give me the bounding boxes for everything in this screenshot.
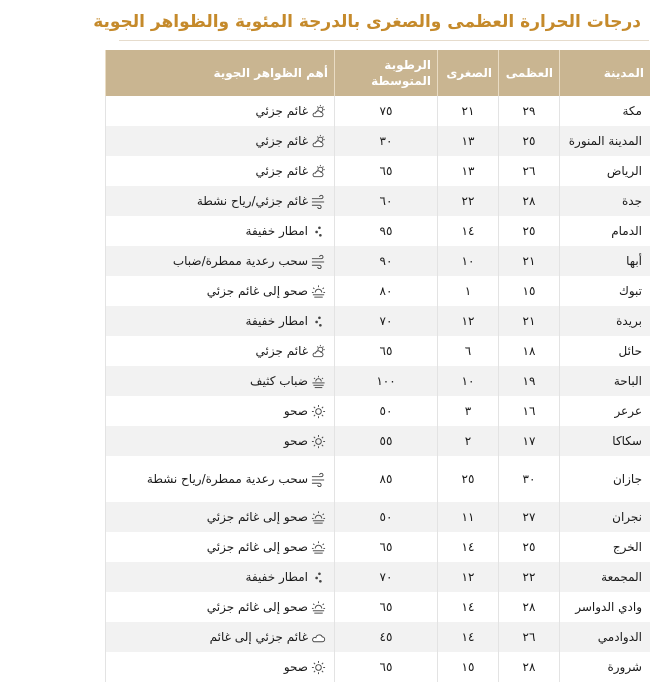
max-temp-cell: ٣٠ — [499, 456, 560, 502]
header-max: العظمى — [499, 50, 560, 96]
min-temp-cell: ٢٥ — [438, 456, 499, 502]
partly-cloudy-icon — [311, 134, 326, 149]
phenomena-label: صحو إلى غائم جزئي — [206, 600, 308, 614]
phenomena-label: غائم جزئي إلى غائم — [209, 630, 308, 644]
phenomena-cell — [106, 426, 335, 456]
sun-icon — [311, 434, 326, 449]
phenomena-label: امطار خفيفة — [245, 224, 308, 238]
table-row — [106, 562, 651, 592]
phenomena-label: سحب رعدية ممطرة/رياح نشطة — [146, 472, 308, 486]
phenomena-label: صحو — [283, 404, 308, 418]
table-row — [106, 532, 651, 562]
table-header — [106, 50, 651, 96]
header-phenomena: أهم الظواهر الجوية — [106, 50, 335, 96]
city-cell: الرياض — [560, 156, 651, 186]
min-temp-cell: ١ — [438, 276, 499, 306]
city-cell: الخرج — [560, 532, 651, 562]
city-cell: جدة — [560, 186, 651, 216]
min-temp-cell: ١٢ — [438, 306, 499, 336]
header-humidity: الرطوبة المتوسطة — [335, 50, 438, 96]
partly-cloudy-icon — [311, 164, 326, 179]
max-temp-cell: ٢٢ — [499, 562, 560, 592]
max-temp-cell: ٢٥ — [499, 216, 560, 246]
min-temp-cell: ١٣ — [438, 156, 499, 186]
min-temp-cell: ٢١ — [438, 96, 499, 126]
sun-icon — [311, 660, 326, 675]
phenomena-content — [114, 193, 326, 209]
humidity-cell: ٦٥ — [335, 336, 438, 366]
min-temp-cell: ١٣ — [438, 126, 499, 156]
max-temp-cell: ٢٨ — [499, 652, 560, 682]
wind-icon — [311, 194, 326, 209]
city-cell: نجران — [560, 502, 651, 532]
phenomena-content — [114, 403, 326, 419]
phenomena-cell — [106, 366, 335, 396]
light-rain-icon — [311, 570, 326, 585]
sun-haze-icon — [311, 284, 326, 299]
page-title-bar — [93, 8, 649, 36]
wind-icon — [311, 472, 326, 487]
phenomena-cell — [106, 336, 335, 366]
phenomena-cell — [106, 156, 335, 186]
phenomena-label: صحو — [283, 660, 308, 674]
table-row — [106, 186, 651, 216]
max-temp-cell: ٢٩ — [499, 96, 560, 126]
phenomena-label: ضباب كثيف — [250, 374, 308, 388]
phenomena-label: غائم جزئي/رياح نشطة — [196, 194, 308, 208]
phenomena-label: صحو — [283, 434, 308, 448]
min-temp-cell: ١٥ — [438, 652, 499, 682]
min-temp-cell: ١٢ — [438, 562, 499, 592]
phenomena-content — [114, 343, 326, 359]
phenomena-label: غائم جزئي — [255, 134, 308, 148]
city-cell: سكاكا — [560, 426, 651, 456]
max-temp-cell: ١٩ — [499, 366, 560, 396]
phenomena-cell — [106, 396, 335, 426]
phenomena-label: سحب رعدية ممطرة/ضباب — [172, 254, 308, 268]
phenomena-content — [114, 539, 326, 555]
table-row — [106, 276, 651, 306]
sun-haze-icon — [311, 540, 326, 555]
max-temp-cell: ٢١ — [499, 306, 560, 336]
humidity-cell: ٦٥ — [335, 592, 438, 622]
city-cell: وادي الدواسر — [560, 592, 651, 622]
max-temp-cell: ٢٦ — [499, 622, 560, 652]
table-body — [106, 96, 651, 682]
city-cell: بريدة — [560, 306, 651, 336]
phenomena-label: صحو إلى غائم جزئي — [206, 510, 308, 524]
phenomena-cell — [106, 592, 335, 622]
phenomena-content — [114, 253, 326, 269]
max-temp-cell: ١٧ — [499, 426, 560, 456]
sun-haze-icon — [311, 510, 326, 525]
partly-cloudy-icon — [311, 344, 326, 359]
title-divider — [119, 40, 649, 41]
table-row — [106, 246, 651, 276]
humidity-cell: ٧٥ — [335, 96, 438, 126]
phenomena-content — [114, 223, 326, 239]
phenomena-content — [114, 569, 326, 585]
city-cell: الدمام — [560, 216, 651, 246]
phenomena-cell — [106, 186, 335, 216]
phenomena-cell — [106, 532, 335, 562]
max-temp-cell: ٢٥ — [499, 126, 560, 156]
humidity-cell: ٦٥ — [335, 532, 438, 562]
fog-icon — [311, 374, 326, 389]
table-row — [106, 306, 651, 336]
city-cell: جازان — [560, 456, 651, 502]
table-row — [106, 502, 651, 532]
max-temp-cell: ٢٦ — [499, 156, 560, 186]
phenomena-cell — [106, 126, 335, 156]
weather-table — [105, 50, 650, 682]
phenomena-cell — [106, 652, 335, 682]
phenomena-content — [114, 283, 326, 299]
max-temp-cell: ٢٥ — [499, 532, 560, 562]
phenomena-cell — [106, 562, 335, 592]
phenomena-label: غائم جزئي — [255, 104, 308, 118]
humidity-cell: ٩٠ — [335, 246, 438, 276]
min-temp-cell: ٢ — [438, 426, 499, 456]
phenomena-cell — [106, 502, 335, 532]
min-temp-cell: ١٤ — [438, 592, 499, 622]
humidity-cell: ٤٥ — [335, 622, 438, 652]
min-temp-cell: ١٤ — [438, 532, 499, 562]
table-row — [106, 156, 651, 186]
max-temp-cell: ٢٨ — [499, 592, 560, 622]
humidity-cell: ٩٥ — [335, 216, 438, 246]
humidity-cell: ٦٥ — [335, 652, 438, 682]
table-row — [106, 456, 651, 502]
city-cell: الدوادمي — [560, 622, 651, 652]
sun-haze-icon — [311, 600, 326, 615]
min-temp-cell: ١٠ — [438, 246, 499, 276]
city-cell: شرورة — [560, 652, 651, 682]
phenomena-content — [114, 509, 326, 525]
table-row — [106, 592, 651, 622]
header-city: المدينة — [560, 50, 651, 96]
phenomena-label: غائم جزئي — [255, 164, 308, 178]
phenomena-cell — [106, 456, 335, 502]
header-row — [106, 50, 651, 96]
phenomena-label: صحو إلى غائم جزئي — [206, 540, 308, 554]
light-rain-icon — [311, 314, 326, 329]
phenomena-cell — [106, 216, 335, 246]
humidity-cell: ٨٠ — [335, 276, 438, 306]
table-row — [106, 396, 651, 426]
city-cell: الباحة — [560, 366, 651, 396]
table-row — [106, 366, 651, 396]
phenomena-cell — [106, 276, 335, 306]
humidity-cell: ٧٠ — [335, 306, 438, 336]
phenomena-content — [114, 373, 326, 389]
phenomena-content — [114, 103, 326, 119]
phenomena-label: صحو إلى غائم جزئي — [206, 284, 308, 298]
min-temp-cell: ١٤ — [438, 216, 499, 246]
min-temp-cell: ٣ — [438, 396, 499, 426]
humidity-cell: ٥٠ — [335, 502, 438, 532]
humidity-cell: ٨٥ — [335, 456, 438, 502]
wind-icon — [311, 254, 326, 269]
city-cell: حائل — [560, 336, 651, 366]
table-row — [106, 126, 651, 156]
max-temp-cell: ١٥ — [499, 276, 560, 306]
phenomena-content — [114, 471, 326, 487]
max-temp-cell: ٢٨ — [499, 186, 560, 216]
sun-icon — [311, 404, 326, 419]
min-temp-cell: ١١ — [438, 502, 499, 532]
phenomena-content — [114, 313, 326, 329]
max-temp-cell: ١٨ — [499, 336, 560, 366]
city-cell: عرعر — [560, 396, 651, 426]
city-cell: تبوك — [560, 276, 651, 306]
min-temp-cell: ٢٢ — [438, 186, 499, 216]
cloud-icon — [311, 630, 326, 645]
humidity-cell: ٥٥ — [335, 426, 438, 456]
phenomena-content — [114, 599, 326, 615]
phenomena-label: غائم جزئي — [255, 344, 308, 358]
humidity-cell: ٥٠ — [335, 396, 438, 426]
phenomena-content — [114, 433, 326, 449]
phenomena-content — [114, 133, 326, 149]
max-temp-cell: ٢٧ — [499, 502, 560, 532]
humidity-cell: ٧٠ — [335, 562, 438, 592]
city-cell: المجمعة — [560, 562, 651, 592]
header-min: الصغرى — [438, 50, 499, 96]
phenomena-label: امطار خفيفة — [245, 314, 308, 328]
min-temp-cell: ٦ — [438, 336, 499, 366]
phenomena-cell — [106, 96, 335, 126]
phenomena-cell — [106, 622, 335, 652]
min-temp-cell: ١٤ — [438, 622, 499, 652]
phenomena-content — [114, 659, 326, 675]
humidity-cell: ٦٠ — [335, 186, 438, 216]
humidity-cell: ٦٥ — [335, 156, 438, 186]
city-cell: مكة — [560, 96, 651, 126]
min-temp-cell: ١٠ — [438, 366, 499, 396]
partly-cloudy-icon — [311, 104, 326, 119]
city-cell: المدينة المنورة — [560, 126, 651, 156]
light-rain-icon — [311, 224, 326, 239]
phenomena-content — [114, 163, 326, 179]
table-row — [106, 336, 651, 366]
max-temp-cell: ١٦ — [499, 396, 560, 426]
table-row — [106, 216, 651, 246]
table-row — [106, 426, 651, 456]
phenomena-cell — [106, 306, 335, 336]
phenomena-content — [114, 629, 326, 645]
table-row — [106, 96, 651, 126]
table-row — [106, 652, 651, 682]
max-temp-cell: ٢١ — [499, 246, 560, 276]
city-cell: أبها — [560, 246, 651, 276]
page-title: درجات الحرارة العظمى والصغرى بالدرجة المئوية والظواهر الجوية — [93, 12, 641, 32]
humidity-cell: ٣٠ — [335, 126, 438, 156]
table-row — [106, 622, 651, 652]
phenomena-cell — [106, 246, 335, 276]
humidity-cell: ١٠٠ — [335, 366, 438, 396]
phenomena-label: امطار خفيفة — [245, 570, 308, 584]
